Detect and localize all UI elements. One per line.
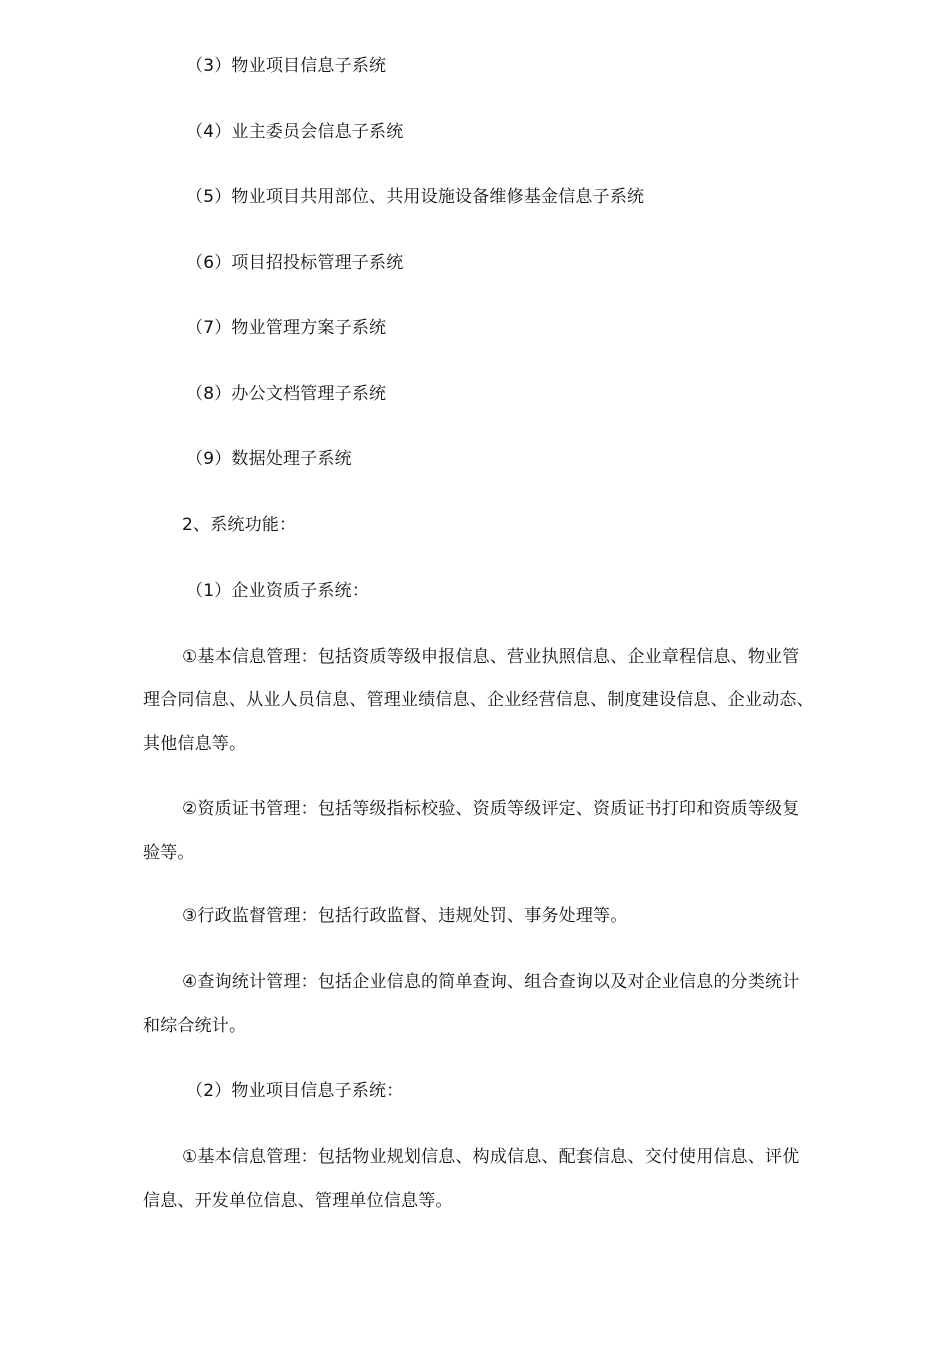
subsystem-item-9: （9）数据处理子系统	[186, 449, 352, 469]
enterprise-item-4-line-2: 和综合统计。	[143, 1016, 247, 1036]
enterprise-item-3-line-1: ③行政监督管理：包括行政监督、违规处罚、事务处理等。	[182, 906, 628, 926]
enterprise-item-2-line-2: 验等。	[143, 843, 195, 863]
subsystem-item-5: （5）物业项目共用部位、共用设施设备维修基金信息子系统	[186, 187, 645, 207]
subsystem-item-3: （3）物业项目信息子系统	[186, 56, 387, 76]
subsystem-item-6: （6）项目招投标管理子系统	[186, 253, 404, 273]
subsystem-item-4: （4）业主委员会信息子系统	[186, 122, 404, 142]
enterprise-heading: （1）企业资质子系统：	[186, 581, 370, 601]
enterprise-item-1-line-2: 理合同信息、从业人员信息、管理业绩信息、企业经营信息、制度建设信息、企业动态、	[143, 690, 814, 710]
section-heading: 2、系统功能：	[182, 515, 297, 535]
enterprise-item-1-line-3: 其他信息等。	[143, 734, 247, 754]
subsystem-item-8: （8）办公文档管理子系统	[186, 384, 387, 404]
subsystem-item-7: （7）物业管理方案子系统	[186, 318, 387, 338]
property-item-1-line-2: 信息、开发单位信息、管理单位信息等。	[143, 1191, 453, 1211]
enterprise-item-2-line-1: ②资质证书管理：包括等级指标校验、资质等级评定、资质证书打印和资质等级复	[182, 799, 800, 819]
property-heading: （2）物业项目信息子系统：	[186, 1081, 404, 1101]
property-item-1-line-1: ①基本信息管理：包括物业规划信息、构成信息、配套信息、交付使用信息、评优	[182, 1147, 800, 1167]
enterprise-item-1-line-1: ①基本信息管理：包括资质等级申报信息、营业执照信息、企业章程信息、物业管	[182, 647, 800, 667]
enterprise-item-4-line-1: ④查询统计管理：包括企业信息的简单查询、组合查询以及对企业信息的分类统计	[182, 972, 800, 992]
